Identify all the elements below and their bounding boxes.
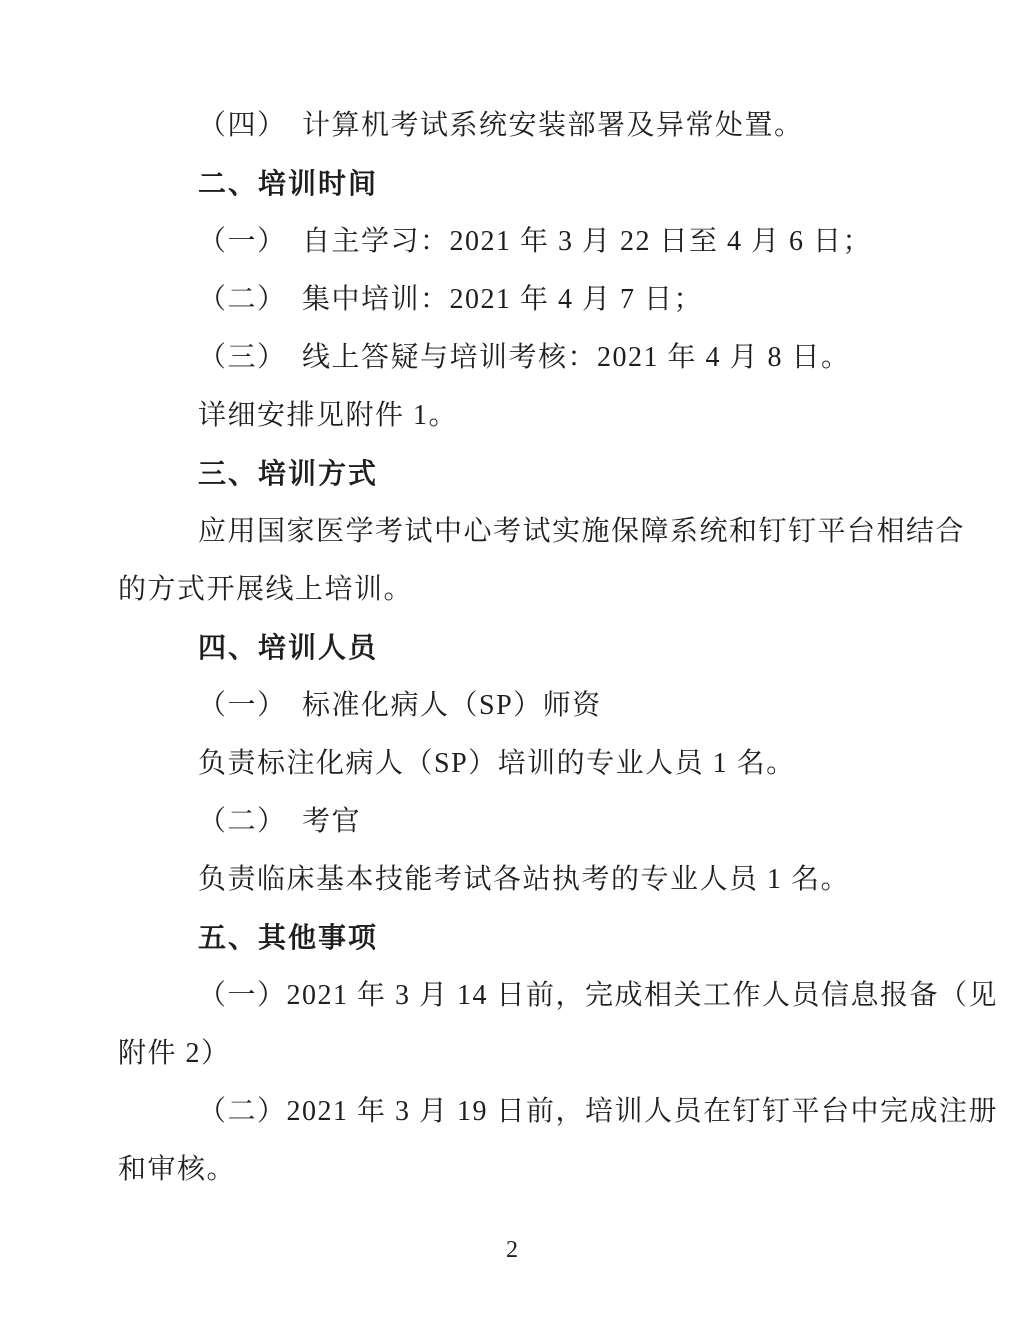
body-line: 负责临床基本技能考试各站执考的专业人员 1 名。 [198,864,851,895]
body-line: （二） 考官 [198,806,362,837]
body-line: （一） 标准化病人（SP）师资 [198,690,602,721]
body-line: （二） 集中培训：2021 年 4 月 7 日； [198,284,704,315]
document-body [118,97,999,1199]
body-line: （一）2021 年 3 月 14 日前，完成相关工作人员信息报备（见 [198,980,999,1011]
section-heading: 四、培训人员 [198,632,379,663]
body-line: 应用国家医学考试中心考试实施保障系统和钉钉平台相结合 [198,516,966,547]
section-heading: 三、培训方式 [198,458,379,489]
body-line: 详细安排见附件 1。 [198,400,459,431]
body-line: 和审核。 [118,1154,237,1185]
body-line: （二）2021 年 3 月 19 日前，培训人员在钉钉平台中完成注册 [198,1096,999,1127]
body-line: （一） 自主学习：2021 年 3 月 22 日至 4 月 6 日； [198,226,873,257]
section-heading: 二、培训时间 [198,168,379,199]
section-heading: 五、其他事项 [198,922,379,953]
body-line: （四） 计算机考试系统安装部署及异常处置。 [198,110,804,141]
body-line: 附件 2） [118,1038,231,1069]
body-line: 负责标注化病人（SP）培训的专业人员 1 名。 [198,748,796,779]
body-line: 的方式开展线上培训。 [118,574,414,605]
page-number: 2 [506,1237,518,1263]
body-line: （三） 线上答疑与培训考核：2021 年 4 月 8 日。 [198,342,851,373]
